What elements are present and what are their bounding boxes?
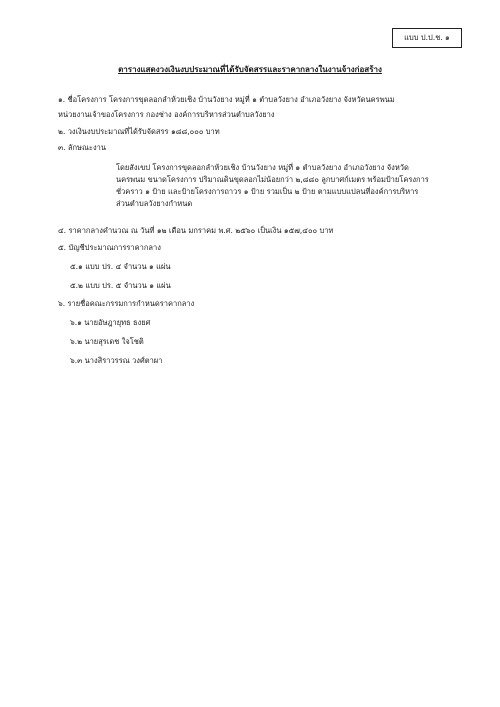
document-title: ตารางแสดงวงเงินงบประมาณที่ได้รับจัดสรรและราคากลางในงานจ้างก่อสร้าง [118, 65, 382, 74]
item5-header: ๕. บัญชีประมาณการราคากลาง [58, 243, 161, 252]
item3-line: โดยสังเขป โครงการขุดลอกลำห้วยเชิง บ้านวังยาง หมู่ที่ ๑ ตำบลวังยาง อำเภอวังยาง จังหวัด [116, 163, 409, 172]
item1-owner-agency: หน่วยงานเจ้าของโครงการ กองช่าง องค์การบริหารส่วนตำบลวังยาง [58, 110, 275, 119]
item3-line: นครพนม ขนาดโครงการ ปริมาณดินขุดลอกไม่น้อยกว่า ๒,๘๘๐ ลูกบาศก์เมตร พร้อมป้ายโครงการ [116, 175, 429, 184]
form-code-box: แบบ ป.ป.ช. ๑ [392, 28, 462, 48]
item3-description [116, 162, 448, 210]
item2-budget: ๒. วงเงินงบประมาณที่ได้รับจัดสรร ๑๘๘,๐๐๐ บาท [58, 127, 220, 136]
item6-header: ๖. รายชื่อคณะกรรมการกำหนดราคากลาง [58, 299, 195, 308]
item5-sub: ๕.๑ แบบ ปร. ๔ จำนวน ๑ แผ่น [70, 262, 171, 271]
item1-project-name: ๑. ชื่อโครงการ โครงการขุดลอกลำห้วยเชิง บ้านวังยาง หมู่ที่ ๑ ตำบลวังยาง อำเภอวังยาง จังหวัดนครพนม [58, 95, 395, 104]
item6-member: ๖.๑ นายอัษฎายุทธ ธงยศ [70, 318, 151, 327]
item6-member: ๖.๒ นายสุรเดช ใจโชติ [70, 337, 144, 346]
item4-median-price: ๔. ราคากลางคำนวณ ณ วันที่ ๑๒ เดือน มกราคม พ.ศ. ๒๕๖๐ เป็นเงิน ๑๕๗,๔๐๐ บาท [58, 226, 334, 235]
item3-line: ส่วนตำบลวังยางกำหนด [116, 199, 193, 208]
item6-member: ๖.๓ นางสิราวรรณ วงศ์ตาผา [70, 356, 163, 365]
item3-header: ๓. ลักษณะงาน [58, 143, 106, 152]
item3-line: ชั่วคราว ๑ ป้าย และป้ายโครงการถาวร ๑ ป้าย รวมเป็น ๒ ป้าย ตามแบบแปลนที่องค์การบริหาร [116, 187, 419, 196]
item5-sub: ๕.๒ แบบ ปร. ๕ จำนวน ๑ แผ่น [70, 281, 171, 290]
